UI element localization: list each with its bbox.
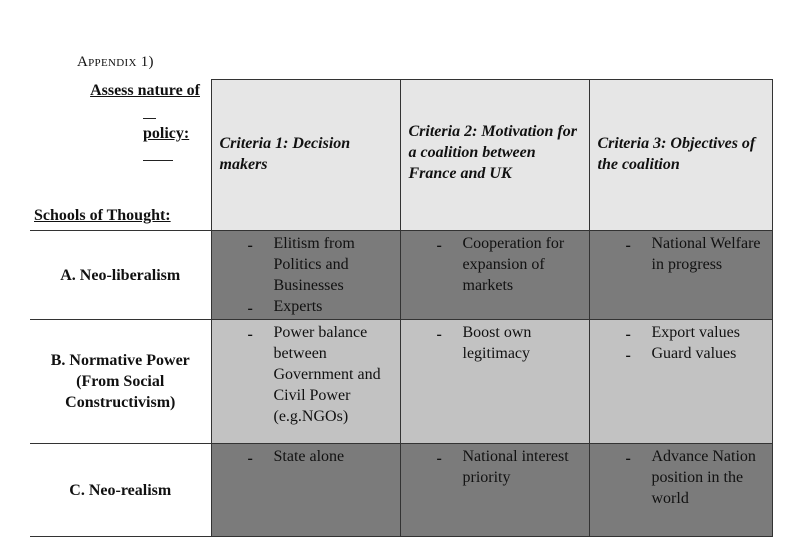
table-row — [30, 320, 772, 444]
divider — [143, 160, 173, 161]
cell-neo-liberalism-motivation — [400, 231, 589, 320]
schools-of-thought-label: Schools of Thought: — [34, 207, 171, 224]
cell-normative-motivation — [400, 320, 589, 444]
list-item: - Advance Nation position in the world — [590, 446, 772, 509]
table-row — [30, 444, 772, 537]
cell-neo-realism-motivation — [400, 444, 589, 537]
school-neo-liberalism: A. Neo-liberalism — [30, 231, 211, 320]
criteria-header-2: Criteria 2: Motivation for a coalition between France and UK — [400, 80, 589, 231]
assess-nature-label: Assess nature of — [90, 82, 200, 99]
cell-neo-liberalism-objectives — [589, 231, 772, 320]
list-item: - National interest priority — [401, 446, 589, 488]
school-normative-power: B. Normative Power (From Social Constructivism) — [30, 320, 211, 444]
cell-normative-objectives — [589, 320, 772, 444]
list-item: - Guard values — [590, 343, 772, 364]
list-item: - Power balance between Government and Civil Power (e.g.NGOs) — [212, 322, 400, 427]
criteria-header-3: Criteria 3: Objectives of the coalition — [589, 80, 772, 231]
appendix-label: Appendix 1) — [77, 54, 154, 70]
cell-normative-decision-makers — [211, 320, 400, 444]
criteria-header-1: Criteria 1: Decision makers — [211, 80, 400, 231]
corner-label — [30, 80, 210, 230]
list-item: - Elitism from Politics and Businesses — [212, 233, 400, 296]
table-row — [30, 231, 772, 320]
cell-neo-liberalism-decision-makers — [211, 231, 400, 320]
cell-neo-realism-decision-makers — [211, 444, 400, 537]
cell-neo-realism-objectives — [589, 444, 772, 537]
school-neo-realism: C. Neo-realism — [30, 444, 211, 537]
list-item: - Experts — [212, 296, 400, 317]
policy-label: policy: — [143, 125, 190, 142]
list-item: - Export values — [590, 322, 772, 343]
list-item: - Cooperation for expansion of markets — [401, 233, 589, 296]
list-item: - Boost own legitimacy — [401, 322, 589, 364]
divider — [143, 118, 156, 119]
list-item: - State alone — [212, 446, 400, 467]
list-item: - National Welfare in progress — [590, 233, 772, 275]
